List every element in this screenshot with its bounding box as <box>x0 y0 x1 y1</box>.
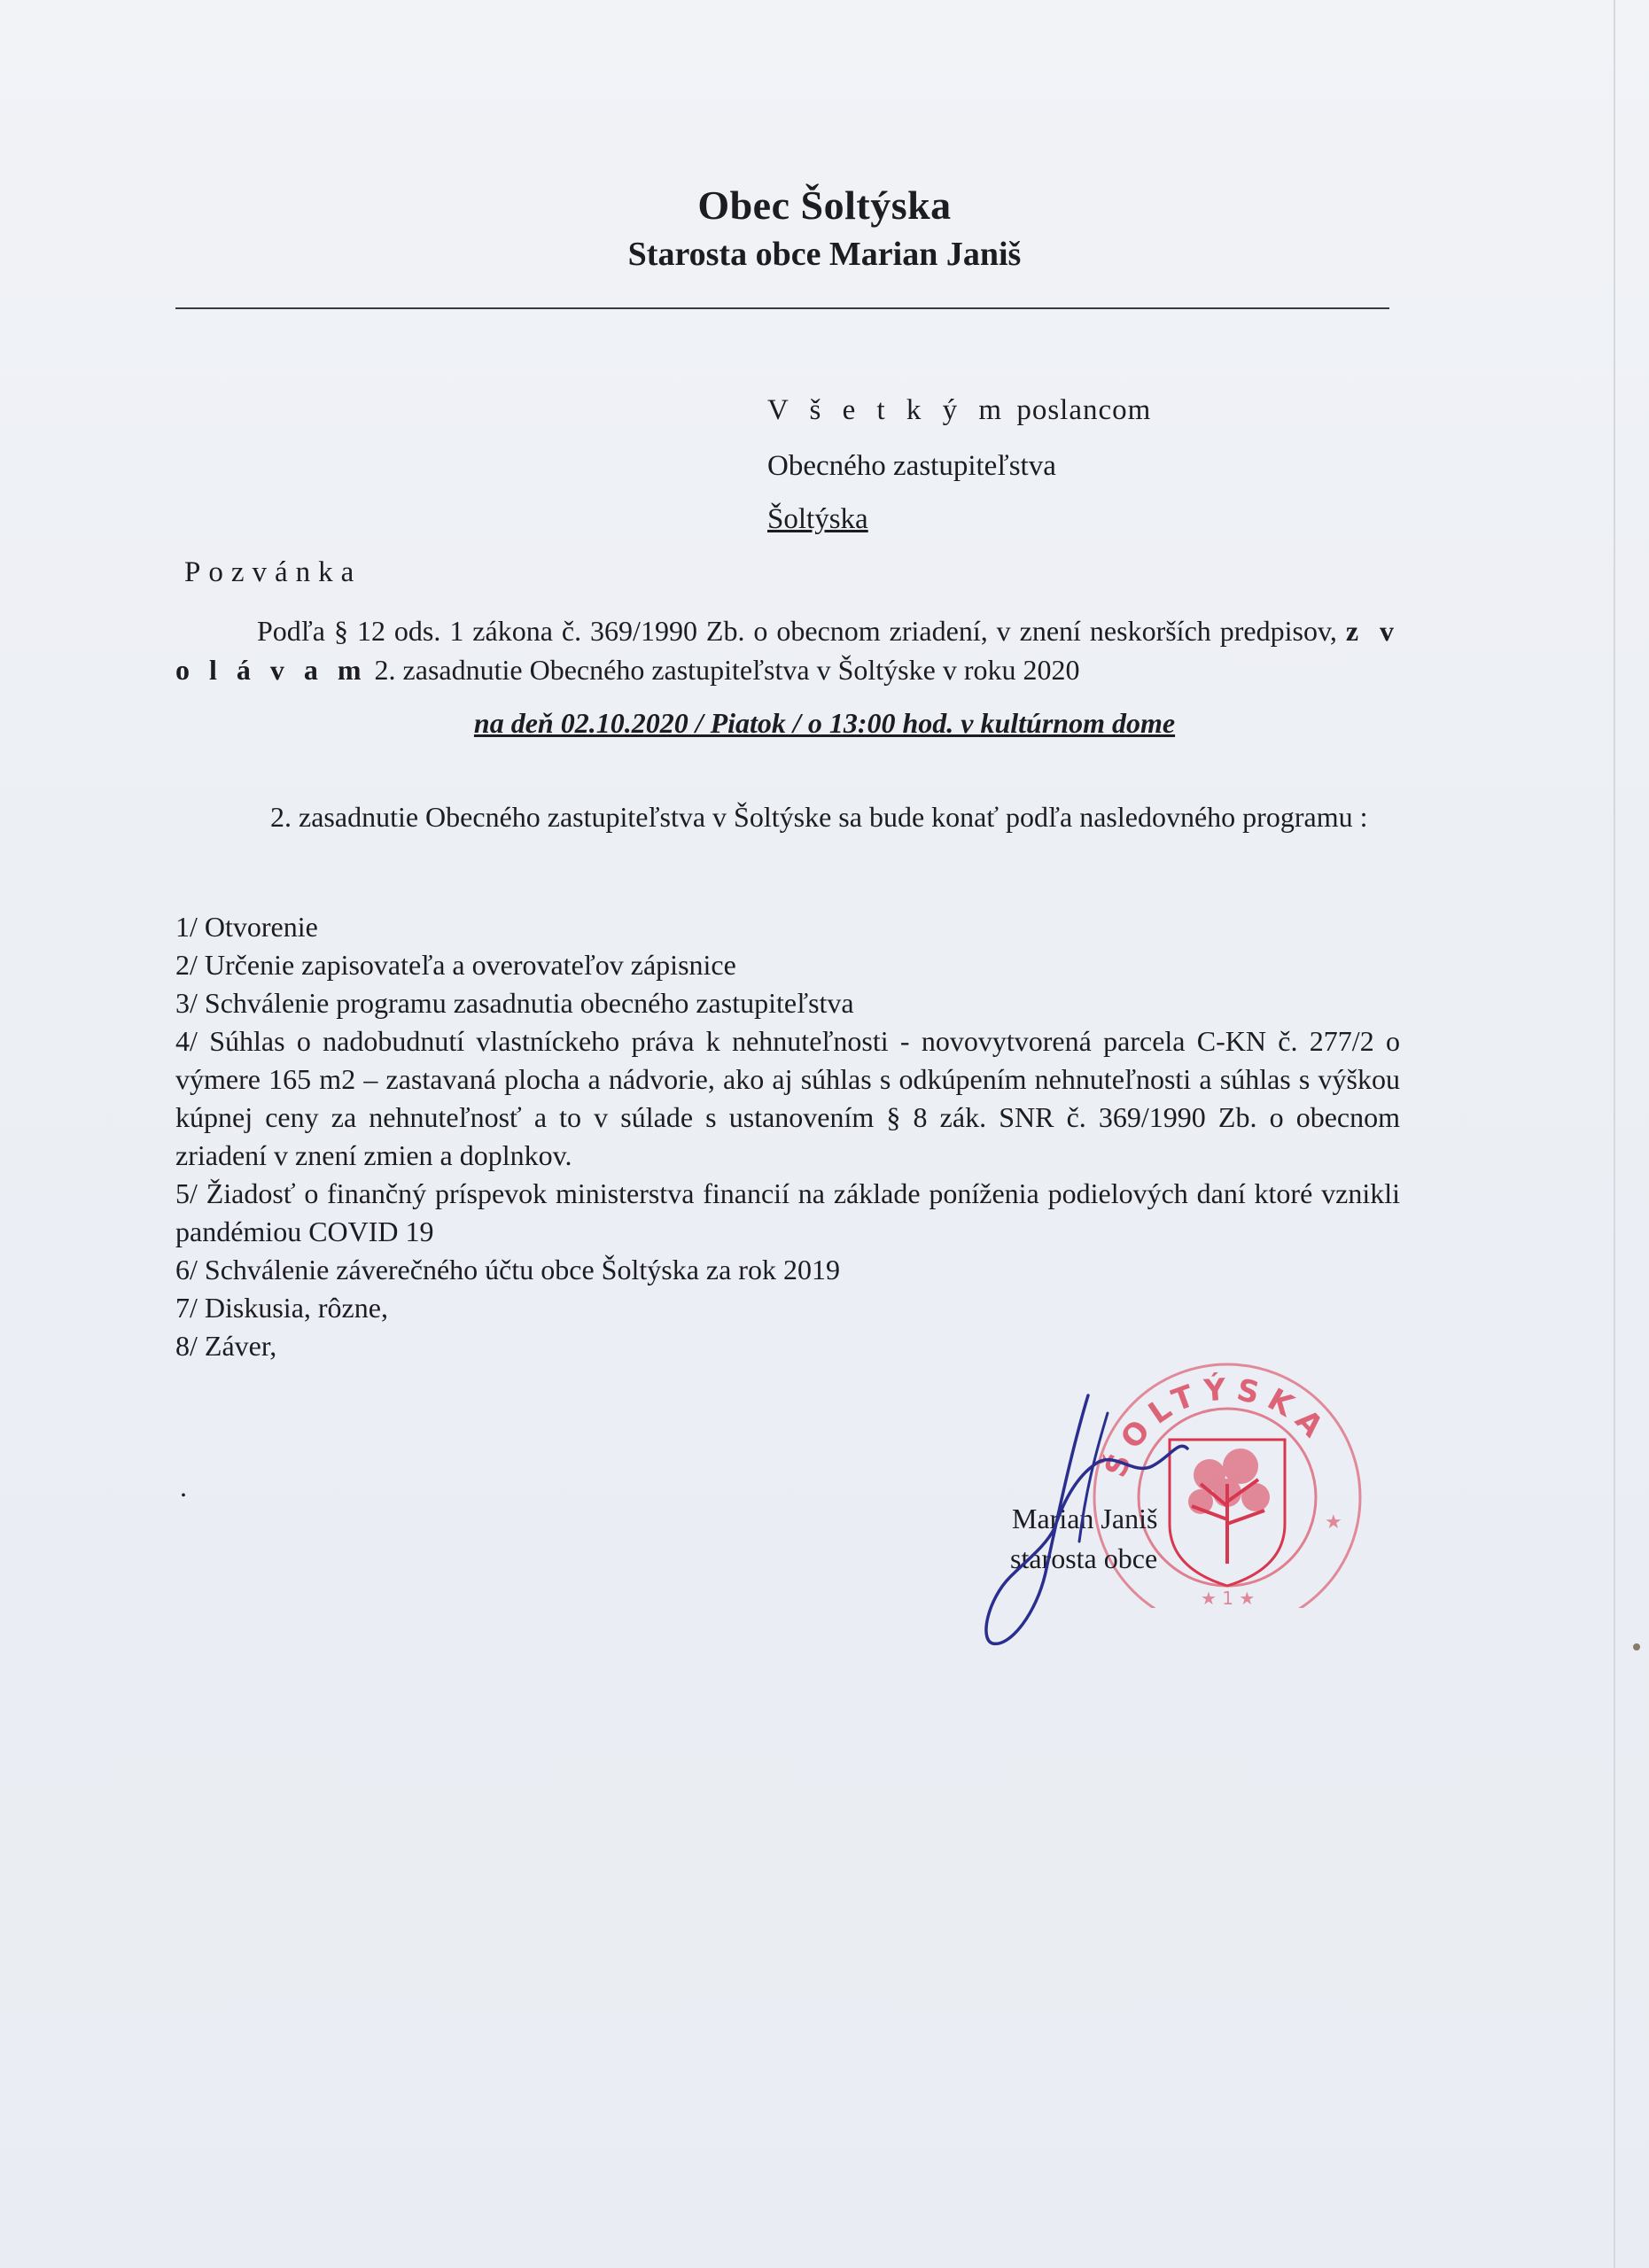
agenda-item: 6/ Schválenie záverečného účtu obce Šoltýska za rok 2019 <box>175 1254 840 1285</box>
agenda-item: 1/ Otvorenie <box>175 911 318 943</box>
addressee-line-2: Obecného zastupiteľstva <box>767 450 1056 482</box>
intro-paragraph <box>175 611 1400 689</box>
agenda-item: 4/ Súhlas o nadobudnutí vlastníckeho práva k nehnuteľnosti - novovytvorená parcela C-KN č. 277/2 o výmere 165 m2 – zastavaná plocha a nádvorie, ako aj súhlas s odkúpením nehnuteľnosti a súhlas s výškou kúpnej ceny za nehnuteľnosť a to v súlade s ustanovením § 8 zák. SNR č. 369/1990 Zb. o obecnom zriadení v znení zmien a doplnkov. <box>175 1025 1400 1171</box>
addressee-spaced-word: V š e t k ý m <box>767 394 1009 426</box>
addressee-line-3: Šoltýska <box>767 503 868 535</box>
header-divider <box>175 307 1389 309</box>
signatory-role: starosta obce <box>1010 1542 1158 1574</box>
svg-text:★: ★ <box>1325 1511 1342 1534</box>
intro-text-after: 2. zasadnutie Obecného zastupiteľstva v Šoltýske v roku 2020 <box>367 654 1080 686</box>
meeting-date-line: na deň 02.10.2020 / Piatok / o 13:00 hod. v kultúrnom dome <box>473 707 1176 739</box>
agenda-item: 2/ Určenie zapisovateľa a overovateľov zápisnice <box>175 949 736 981</box>
mayor-subtitle: Starosta obce Marian Janiš <box>627 236 1022 273</box>
agenda-list <box>175 908 1400 1365</box>
signatory-name: Marian Janiš <box>1012 1503 1158 1534</box>
stray-dot: . <box>180 1471 187 1503</box>
intro-bold-verb: z v o l á v a m <box>175 615 1400 686</box>
agenda-item: 5/ Žiadosť o finančný príspevok ministerstva financií na základe poníženia podielových daní ktoré vznikli pandémiou COVID 19 <box>175 1177 1400 1247</box>
addressee-line-1 <box>767 394 1151 427</box>
svg-text:★ 1 ★: ★ 1 ★ <box>1201 1588 1256 1608</box>
stamp-text: ŠOLTÝSKA <box>1097 1371 1336 1483</box>
paper-speck <box>1633 1643 1640 1651</box>
invitation-label: Pozvánka <box>184 556 362 588</box>
agenda-item: 8/ Záver, <box>175 1330 277 1362</box>
agenda-item: 7/ Diskusia, rôzne, <box>175 1292 388 1324</box>
agenda-item: 3/ Schválenie programu zasadnutia obecného zastupiteľstva <box>175 987 854 1019</box>
intro-text-before: Podľa § 12 ods. 1 zákona č. 369/1990 Zb. o obecnom zriadení, v znení neskorších predpisov, <box>257 615 1346 647</box>
program-intro-paragraph: 2. zasadnutie Obecného zastupiteľstva v Šoltýske sa bude konať podľa nasledovného programu : <box>270 801 1368 833</box>
handwritten-signature <box>975 1386 1205 1661</box>
municipality-title: Obec Šoltýska <box>697 183 952 228</box>
addressee-rest: poslancom <box>1008 394 1152 426</box>
page-edge <box>1614 0 1615 2268</box>
